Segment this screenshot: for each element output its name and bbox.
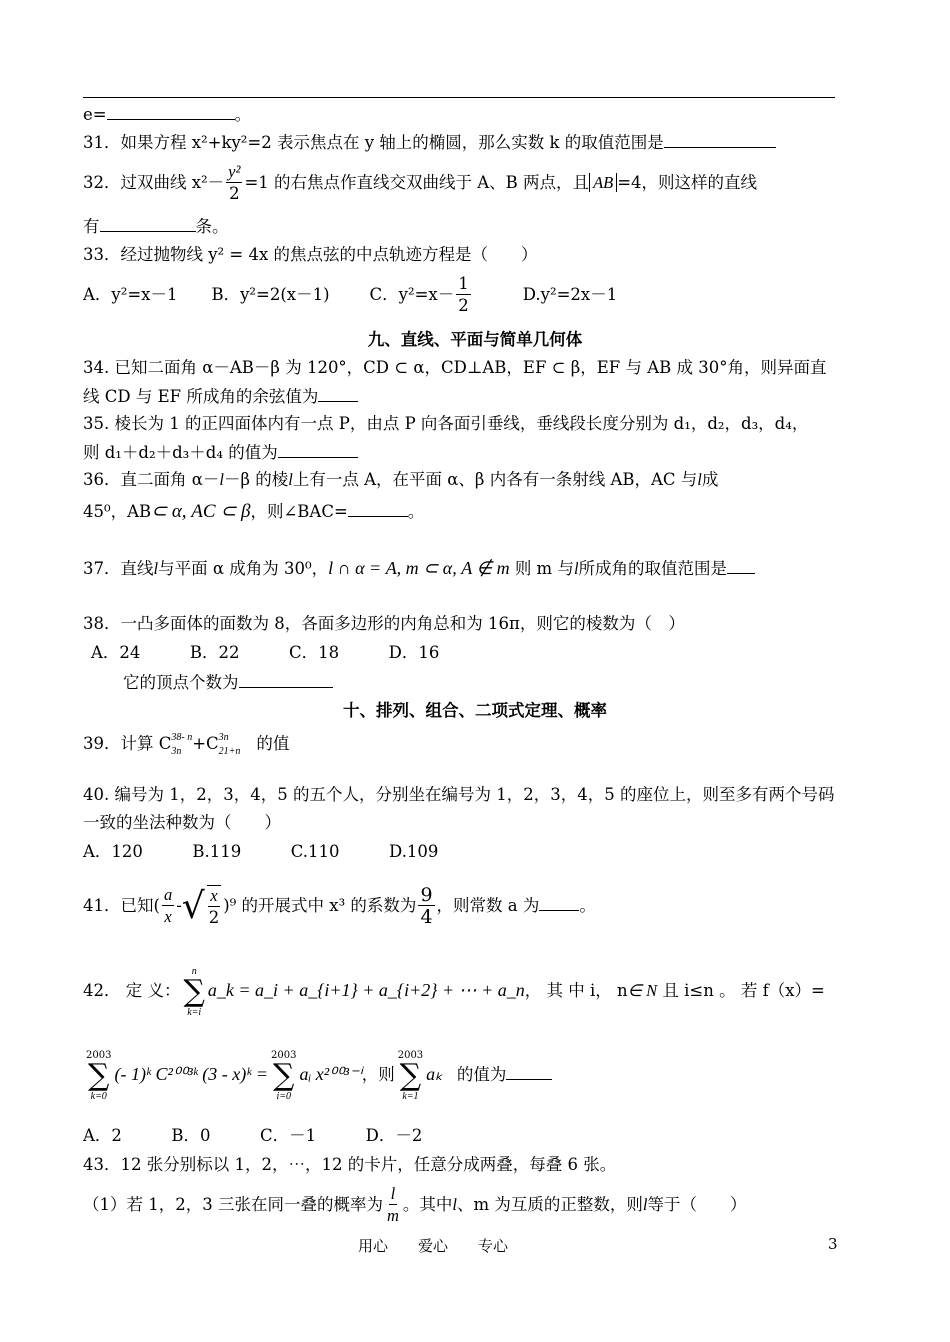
question-36-line2: 45⁰，AB⊂ α, AC ⊂ β，则∠BAC= 。 — [83, 501, 425, 522]
question-38-line3: 它的顶点个数为 — [123, 671, 883, 694]
combination-indices: 3n 21+n — [218, 731, 241, 757]
e-answer-line: e= 。 — [83, 105, 252, 124]
answer-blank — [107, 103, 235, 120]
question-40: 40. 编号为 1，2，3，4，5 的五个人，分别坐在编号为 1，2，3，4，5 的座位上，则至多有两个号码 — [83, 785, 835, 804]
answer-blank — [506, 1063, 552, 1080]
question-35-line2: 则 d₁＋d₂＋d₃＋d₄ 的值为 — [83, 441, 843, 464]
fraction: $\frac{9}{4}$ — [420, 884, 433, 928]
abs-value: AB — [589, 173, 617, 192]
answer-blank — [539, 894, 579, 911]
summation: 2003 ∑ i=0 — [270, 1049, 297, 1102]
fraction: $\frac{a}{x}$ — [163, 885, 173, 926]
question-43: 43．12 张分别标以 1，2，⋯，12 的卡片，任意分成两叠，每叠 6 张。 — [83, 1155, 617, 1174]
question-42-options: A．2 B．0 C．－1 D．－2 — [83, 1126, 423, 1145]
question-33: 33．经过抛物线 y² = 4x 的焦点弦的中点轨迹方程是（ ） — [83, 245, 538, 264]
question-42: 42． 定 义： n ∑ k=i a_k = a_i + a_{i+1} + a_{i+2} + ⋯ + a_n， 其 中 i， n∈ N 且 i≤n 。 若 f（x）= — [83, 965, 825, 1018]
fraction: $\frac{l}{m}$ — [386, 1184, 399, 1225]
question-32-line2: 有 条。 — [83, 217, 229, 236]
question-41: 41．已知( $\frac{a}{x}$ - √ $\frac{x}{2}$ )⁹ 的开展式中 x³ 的系数为 $\frac{9}{4}$ ，则常数 a 为 。 — [83, 884, 596, 928]
e-label: e= — [83, 105, 107, 124]
question-37: 37．直线l与平面 α 成角为 30⁰，l ∩ α = A, m ⊂ α, A ∉ m 则 m 与l所成角的取值范围是 — [83, 557, 843, 580]
sqrt: √ $\frac{x}{2}$ — [181, 885, 220, 927]
question-40-line2: 一致的坐法种数为（ ） — [83, 813, 281, 832]
combination-indices: 38- n 3n — [171, 731, 193, 757]
page-number: 3 — [828, 1235, 838, 1253]
question-43-part1: （1）若 1，2，3 三张在同一叠的概率为 $\frac{l}{m}$ 。其中l、m 为互质的正整数，则l等于（ ） — [83, 1184, 747, 1225]
header-rule — [83, 97, 835, 98]
summation: 2003 ∑ k=0 — [86, 1049, 112, 1102]
answer-blank — [348, 500, 408, 517]
question-34: 34. 已知二面角 α－AB－β 为 120°，CD ⊂ α，CD⊥AB，EF ⊂ β，EF 与 AB 成 30°角，则异面直 — [83, 358, 827, 377]
fraction: $\frac{\text{y²}}{2}$ — [228, 162, 241, 203]
question-40-options: A．120 B.119 C.110 D.109 — [83, 842, 439, 861]
answer-blank — [100, 215, 196, 232]
answer-blank — [664, 131, 776, 148]
question-39: 39．计算 C 38- n 3n +C 3n 21+n 的值 — [83, 731, 290, 757]
section-heading-9: 九、直线、平面与简单几何体 — [367, 330, 583, 349]
question-38-options: A．24 B．22 C．18 D．16 — [91, 643, 440, 662]
question-31: 31．如果方程 x²+ky²=2 表示焦点在 y 轴上的椭圆，那么实数 k 的取值范围是 — [83, 131, 843, 154]
question-42-line2: 2003 ∑ k=0 (- 1)ᵏ C²⁰⁰³ᵏ (3 - x)ᵏ = 2003 ∑ i=0 aᵢ x²⁰⁰³⁻ⁱ，则 2003 ∑ k=1 aₖ 的值为 — [83, 1046, 843, 1103]
answer-blank — [239, 671, 333, 688]
question-36: 36．直二面角 α－l－β 的棱l上有一点 A，在平面 α、β 内各有一条射线 AB，AC 与l成 — [83, 470, 719, 489]
answer-blank — [278, 441, 358, 458]
fraction: $\frac{1}{2}$ — [458, 274, 469, 315]
question-33-options: A．y²=x－1 B．y²=2(x－1) C．y²=x－ $\frac{1}{2}$ D.y²=2x－1 — [83, 274, 618, 315]
question-34-line2: 线 CD 与 EF 所成角的余弦值为 — [83, 385, 843, 408]
answer-blank — [727, 557, 755, 574]
question-38: 38．一凸多面体的面数为 8，各面多边形的内角总和为 16π，则它的棱数为（ ） — [83, 614, 685, 633]
summation: n ∑ k=i — [183, 965, 205, 1018]
section-heading-10: 十、排列、组合、二项式定理、概率 — [343, 701, 607, 720]
answer-blank — [318, 385, 358, 402]
question-35: 35. 棱长为 1 的正四面体内有一点 P，由点 P 向各面引垂线，垂线段长度分别为 d₁，d₂，d₃，d₄， — [83, 414, 809, 433]
summation: 2003 ∑ k=1 — [397, 1049, 424, 1102]
question-32: 32．过双曲线 x²－ $\frac{\text{y²}}{2}$ =1 的右焦点作直线交双曲线于 A、B 两点，且 AB =4，则这样的直线 — [83, 162, 758, 203]
footer-motto: 用心 爱心 专心 — [358, 1237, 509, 1255]
